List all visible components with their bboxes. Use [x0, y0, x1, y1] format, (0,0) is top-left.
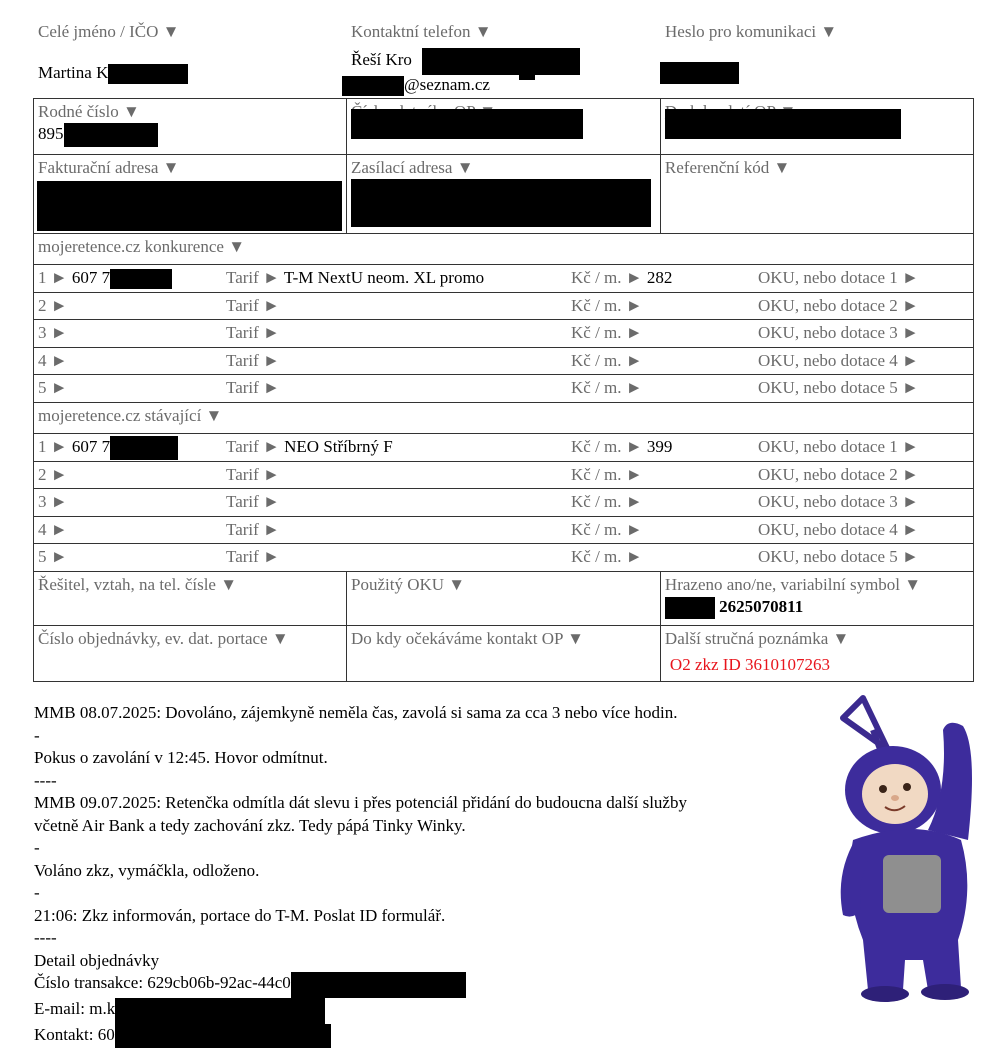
tarif-field: Tarif ► T-M NextU neom. XL promo	[226, 268, 485, 287]
full-name-value[interactable]	[38, 63, 188, 84]
expected-contact-label: Do kdy očekáváme kontakt OP ▼	[351, 628, 584, 648]
tarif-field: Tarif ►	[226, 295, 280, 315]
oku-field: OKU, nebo dotace 1 ►	[758, 436, 919, 456]
price-field: Kč / m. ► 399	[571, 436, 673, 456]
used-oku-cell[interactable]	[347, 571, 661, 625]
redaction-block	[660, 62, 739, 84]
redaction-block	[422, 48, 580, 75]
competition-row-5[interactable]	[34, 375, 974, 403]
shipping-address-label: Zasílací adresa ▼	[351, 158, 474, 177]
op-valid-cell[interactable]	[660, 99, 973, 155]
redaction-block	[110, 269, 172, 289]
oku-field: OKU, nebo dotace 2 ►	[758, 295, 919, 315]
order-number-cell[interactable]	[34, 625, 347, 681]
full-name-text: Martina K	[38, 63, 109, 82]
note-line: 21:06: Zkz informován, portace do T-M. Poslat ID formulář.	[34, 905, 446, 925]
row-number-label: 5 ►	[38, 378, 68, 398]
row-number-label: 4 ►	[38, 519, 68, 539]
birth-number-cell[interactable]	[34, 99, 347, 155]
tarif-field: Tarif ►	[226, 519, 280, 539]
redaction-block	[519, 72, 535, 80]
current-row-2[interactable]	[34, 461, 974, 489]
shipping-address-cell[interactable]	[347, 155, 661, 234]
competition-row-1[interactable]	[34, 265, 974, 293]
current-row-1[interactable]	[34, 433, 974, 461]
redaction-block	[351, 109, 583, 139]
price-field: Kč / m. ►	[571, 350, 643, 370]
note-line: MMB 08.07.2025: Dovoláno, zájemkyně neměla čas, zavolá si sama za cca 3 nebo více hodin.	[34, 703, 678, 722]
redaction-block	[115, 1024, 331, 1048]
row-number-label: 1 ► 607 7	[38, 267, 172, 289]
tarif-field: Tarif ►	[226, 323, 280, 343]
tarif-field: Tarif ►	[226, 464, 280, 484]
note-line: ----	[34, 928, 57, 947]
oku-field: OKU, nebo dotace 3 ►	[758, 492, 919, 512]
tarif-field: Tarif ►	[226, 547, 280, 567]
note-cell[interactable]	[660, 625, 973, 681]
competition-header[interactable]: mojeretence.cz konkurence ▼	[34, 234, 974, 265]
call-notes[interactable]	[34, 702, 824, 1048]
password-label[interactable]: Heslo pro komunikaci ▼	[665, 22, 838, 41]
oku-field: OKU, nebo dotace 1 ►	[758, 268, 919, 287]
redaction-block	[108, 64, 188, 84]
note-line: včetně Air Bank a tedy zachování zkz. Tedy pápá Tinky Winky.	[34, 815, 466, 835]
price-field: Kč / m. ►	[571, 323, 643, 343]
op-number-cell[interactable]	[347, 99, 661, 155]
current-row-5[interactable]	[34, 544, 974, 572]
note-line: -	[34, 725, 40, 745]
note-value: O2 zkz ID 3610107263	[669, 654, 830, 674]
redaction-block	[37, 181, 342, 231]
order-number-label: Číslo objednávky, ev. dat. portace ▼	[38, 628, 289, 648]
note-line: Kontakt: 60	[34, 1024, 824, 1048]
redaction-block	[351, 179, 651, 227]
oku-field: OKU, nebo dotace 5 ►	[758, 378, 919, 398]
note-line: Voláno zkz, vymáčkla, odloženo.	[34, 860, 260, 880]
current-row-4[interactable]	[34, 516, 974, 544]
oku-field: OKU, nebo dotace 4 ►	[758, 519, 919, 539]
note-line: ----	[34, 770, 57, 790]
tinky-winky-image	[833, 690, 983, 1010]
billing-address-cell[interactable]	[34, 155, 347, 234]
tarif-field: Tarif ►	[226, 350, 280, 370]
note-line: Detail objednávky	[34, 950, 160, 970]
current-row-3[interactable]	[34, 489, 974, 517]
row-number-label: 2 ►	[38, 295, 68, 315]
birth-number-value: 895	[38, 124, 64, 143]
tarif-field: Tarif ►	[226, 378, 280, 398]
redaction-block	[665, 597, 715, 619]
price-field: Kč / m. ►	[571, 519, 643, 539]
used-oku-label: Použitý OKU ▼	[351, 574, 466, 594]
redaction-block	[291, 972, 466, 998]
row-number-label: 5 ►	[38, 547, 68, 567]
redaction-block	[115, 998, 325, 1024]
reference-code-cell[interactable]	[660, 155, 973, 234]
tarif-field: Tarif ► NEO Stříbrný F	[226, 436, 393, 456]
customer-table	[33, 98, 974, 682]
redaction-block	[342, 76, 404, 96]
price-field: Kč / m. ►	[571, 492, 643, 512]
contact-email-suffix: @seznam.cz	[404, 75, 490, 94]
row-number-label: 4 ►	[38, 350, 68, 370]
row-number-label: 1 ► 607 7	[38, 436, 178, 460]
price-field: Kč / m. ►	[571, 295, 643, 315]
solver-cell[interactable]	[34, 571, 347, 625]
row-number-label: 2 ►	[38, 464, 68, 484]
contact-email-value[interactable]	[342, 75, 490, 96]
row-number-label: 3 ►	[38, 323, 68, 343]
oku-field: OKU, nebo dotace 4 ►	[758, 350, 919, 370]
oku-field: OKU, nebo dotace 2 ►	[758, 464, 919, 484]
billing-address-label: Fakturační adresa ▼	[38, 158, 180, 177]
price-field: Kč / m. ►	[571, 547, 643, 567]
reference-code-label: Referenční kód ▼	[664, 158, 791, 177]
price-field: Kč / m. ►	[571, 464, 643, 484]
contact-phone-label[interactable]: Kontaktní telefon ▼	[351, 22, 492, 41]
competition-row-2[interactable]	[34, 292, 974, 320]
competition-row-4[interactable]	[34, 347, 974, 375]
note-line: Pokus o zavolání v 12:45. Hovor odmítnut.	[34, 748, 328, 767]
row-number-label: 3 ►	[38, 492, 68, 512]
note-line: E-mail: m.k	[34, 998, 824, 1024]
competition-row-3[interactable]	[34, 320, 974, 348]
solver-label: Řešitel, vztah, na tel. čísle ▼	[38, 574, 238, 594]
oku-field: OKU, nebo dotace 5 ►	[758, 547, 919, 567]
contact-phone-value[interactable]	[351, 50, 412, 70]
redaction-block	[110, 436, 178, 460]
note-line: MMB 09.07.2025: Retenčka odmítla dát slevu i přes potenciál přidání do budoucna další služby	[34, 793, 687, 812]
tarif-field: Tarif ►	[226, 492, 280, 512]
redaction-block	[665, 109, 901, 139]
current-header[interactable]: mojeretence.cz stávající ▼	[34, 402, 974, 433]
redaction-block	[64, 123, 158, 147]
paid-label: Hrazeno ano/ne, variabilní symbol ▼	[664, 574, 922, 594]
oku-field: OKU, nebo dotace 3 ►	[758, 323, 919, 343]
price-field: Kč / m. ►	[571, 378, 643, 398]
paid-value: 2625070811	[719, 596, 804, 616]
note-label: Další stručná poznámka ▼	[664, 628, 850, 648]
contact-phone-text: Řeší Kro	[351, 50, 412, 69]
birth-number-label: Rodné číslo ▼	[38, 102, 140, 121]
note-line: -	[34, 838, 40, 857]
note-line: -	[34, 883, 40, 902]
note-line: Číslo transakce: 629cb06b-92ac-44c0	[34, 972, 824, 998]
price-field: Kč / m. ► 282	[571, 268, 673, 287]
full-name-label[interactable]: Celé jméno / IČO ▼	[38, 22, 180, 41]
paid-cell[interactable]	[660, 571, 973, 625]
expected-contact-cell[interactable]	[347, 625, 661, 681]
